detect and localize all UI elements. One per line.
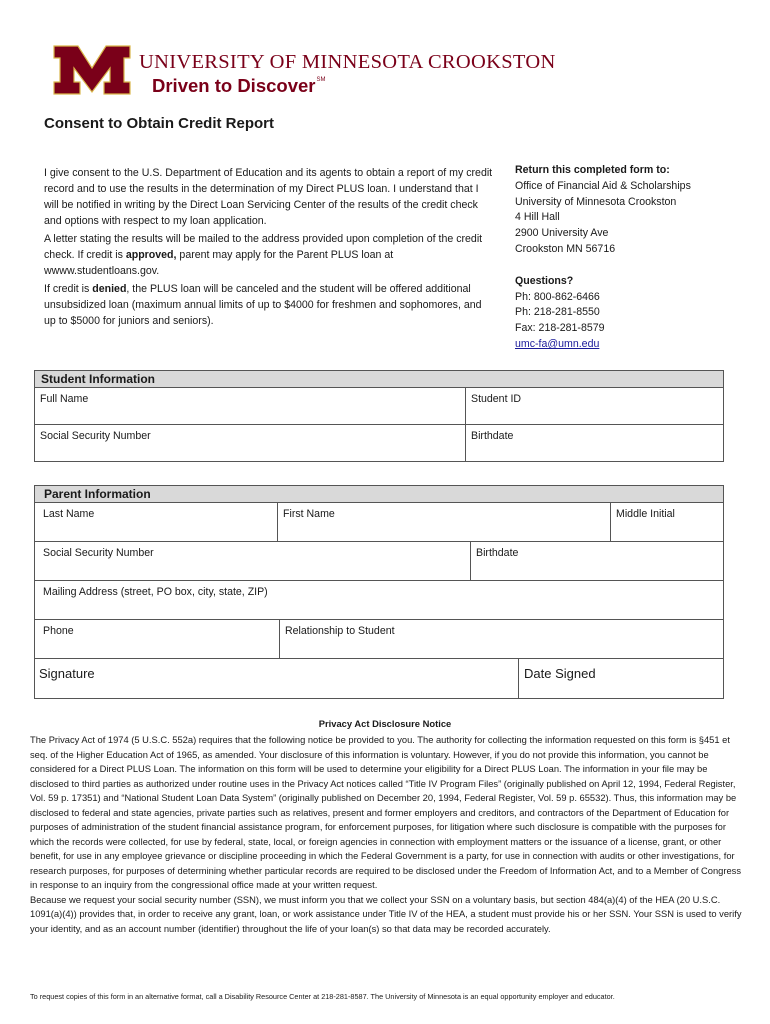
student-info-section bbox=[34, 370, 724, 462]
phone-2: Ph: 218-281-8550 bbox=[515, 306, 600, 319]
student-ssn-field[interactable]: Social Security Number bbox=[35, 425, 466, 461]
document-title: Consent to Obtain Credit Report bbox=[44, 115, 274, 132]
parent-info-section bbox=[34, 485, 724, 699]
parent-birthdate-field[interactable]: Birthdate bbox=[476, 547, 519, 559]
parent-ssn-field[interactable]: Social Security Number bbox=[35, 542, 471, 580]
relationship-field[interactable]: Relationship to Student bbox=[285, 625, 395, 637]
parent-phone-field[interactable]: Phone bbox=[35, 620, 280, 658]
contact-block bbox=[515, 163, 745, 353]
fax-number: Fax: 218-281-8579 bbox=[515, 322, 605, 335]
footer-note: To request copies of this form in an alternative format, call a Disability Resource Center at 218-281-8587. The University of Minnesota is an equal opportunity employer and educator. bbox=[30, 992, 615, 1001]
tagline: Driven to Discover℠ bbox=[152, 75, 326, 96]
privacy-paragraph: The Privacy Act of 1974 (5 U.S.C. 552a) requires that the following notice be provided to you. The authority for collecting the information requested on this form is §451 et seq. of the Higher Education Act of 1965, as amended. Your disclosure of this information is voluntary. However, if you do not provide this information, you cannot be considered for a Direct PLUS Loan. The information on this form will be used to determine your eligibility for a Direct PLUS Loan. The information in your file may be disclosed to third parties as authorized under routine uses in the Privacy Act notices called “Title IV Program Files” (originally published on April 12, 1994, Federal Register, Vol. 59 p. 17351) and “National Student Loan Data System” (originally published on December 20, 1994, Federal Register, Vol. 59 p. 65532). Thus, this information may be disclosed to federal and state agencies, private parties such as relatives, present and former employers and creditors, and contractors of the Department of Education for purposes of administration of the student financial assistance program, for enforcement purposes, for litigation where such disclosure is compatible with the purposes for which the records were collected, for use by federal, state, local, or foreign agencies in connection with employment matters or the issuance of a license, grant, or other benefit, for use in any employee grievance or discipline proceeding in which the Federal Government is a party, for use in connection with audits or other investigations, for research purposes, for purposes of determining whether particular records are required to be disclosed under the Freedom of Information Act, and to a Member of Congress in response to an inquiry from the congressional office made at your written request. bbox=[30, 735, 742, 890]
contact-line: Office of Financial Aid & Scholarships bbox=[515, 179, 691, 192]
signature-field[interactable]: Signature bbox=[35, 659, 519, 698]
contact-line: University of Minnesota Crookston bbox=[515, 195, 677, 208]
consent-paragraph: I give consent to the U.S. Department of Education and its agents to obtain a report of my credit record and to use the results in the determination of my Direct PLUS loan. I understand that I will be notified in writing by the Direct Loan Servicing Center of the results of the credit check and options with respect to my loan application. bbox=[44, 167, 493, 227]
student-birthdate-field[interactable]: Birthdate bbox=[471, 430, 514, 442]
student-id-field[interactable]: Student ID bbox=[471, 393, 522, 405]
approval-paragraph: A letter stating the results will be mailed to the address provided upon completion of the credit check. If credit is approved, parent may apply for the Parent PLUS loan at wwww.studentloans.gov. bbox=[44, 233, 483, 277]
privacy-notice bbox=[30, 733, 742, 936]
university-logo-icon bbox=[52, 44, 132, 96]
parent-info-heading: Parent Information bbox=[35, 486, 723, 503]
student-full-name-field[interactable]: Full Name bbox=[35, 388, 466, 424]
ssn-paragraph: Because we request your social security number (SSN), we must inform you that we collect your SSN on a voluntary basis, but section 484(a)(4) of the HEA (20 U.S.C. 1091(a)(4)) provides that, in order to receive any grant, loan, or work assistance under Title IV of the HEA, a student must provide his or her SSN. Your SSN is used to verify your identity, and as an account number (identifier) throughout the life of your loan(s) so that data may be recorded accurately. bbox=[30, 894, 742, 934]
parent-middle-initial-field[interactable]: Middle Initial bbox=[616, 508, 675, 520]
university-name: UNIVERSITY OF MINNESOTA CROOKSTON bbox=[139, 51, 556, 73]
parent-first-name-field[interactable]: First Name bbox=[278, 503, 611, 541]
consent-text bbox=[44, 165, 494, 330]
parent-last-name-field[interactable]: Last Name bbox=[35, 503, 278, 541]
date-signed-field[interactable]: Date Signed bbox=[524, 666, 596, 681]
student-info-heading: Student Information bbox=[35, 371, 723, 388]
return-heading: Return this completed form to: bbox=[515, 164, 670, 176]
phone-1: Ph: 800-862-6466 bbox=[515, 290, 600, 303]
parent-address-field[interactable]: Mailing Address (street, PO box, city, state, ZIP) bbox=[43, 586, 268, 598]
questions-heading: Questions? bbox=[515, 274, 574, 287]
email-link[interactable]: umc-fa@umn.edu bbox=[515, 337, 600, 350]
privacy-title: Privacy Act Disclosure Notice bbox=[318, 718, 452, 729]
denial-paragraph: If credit is denied, the PLUS loan will be canceled and the student will be offered additional unsubsidized loan (maximum annual limits of up to $4000 for freshmen and sophomores, and up to $5000 for juniors and seniors). bbox=[44, 283, 482, 327]
contact-line: Crookston MN 56716 bbox=[515, 242, 616, 255]
contact-line: 4 Hill Hall bbox=[515, 211, 560, 224]
contact-line: 2900 University Ave bbox=[515, 227, 609, 240]
